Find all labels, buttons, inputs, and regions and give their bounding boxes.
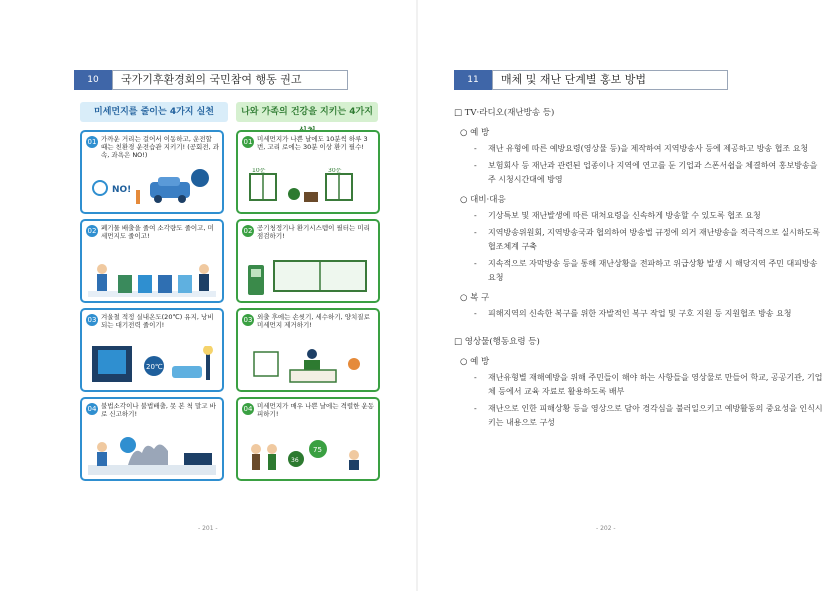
hand-washing-illustration: [244, 346, 372, 386]
time-callout-1: 10분: [252, 168, 266, 174]
dust-card-3: [80, 308, 224, 392]
count-callout-1: 75: [313, 446, 322, 454]
card-badge: 01: [87, 138, 97, 146]
left-page-number: - 201 -: [198, 525, 218, 532]
left-page-header: [74, 70, 348, 90]
indoor-temperature-illustration: [88, 346, 216, 386]
card-badge: 04: [243, 405, 253, 413]
report-burning-illustration: [88, 435, 216, 475]
count-callout-2: 36: [291, 457, 299, 464]
list-item: - 지속적으로 자막방송 등을 통해 재난상황을 전파하고 위급상황 발생 시 해당지역 주민 대피방송 요청: [474, 259, 818, 282]
card-badge: 04: [87, 405, 97, 413]
card-badge: 01: [243, 138, 253, 146]
column-header-reduce-dust: 미세먼지를 줄이는 4가지 실천: [80, 102, 228, 122]
dust-card-4: [80, 397, 224, 481]
right-page-body: [454, 106, 824, 433]
section-title: □ TV·라디오(재난방송 등): [454, 108, 555, 118]
card-badge: 02: [243, 227, 253, 235]
exercise-avoid-illustration: [244, 435, 372, 475]
dust-card-1: [80, 130, 224, 214]
right-header-number: 11: [454, 70, 492, 90]
right-page: [418, 0, 835, 591]
subsection-title: ○ 대비·대응: [460, 195, 506, 205]
temperature-callout: 20℃: [146, 363, 163, 371]
car-walking-illustration: [88, 168, 216, 208]
list-item: - 피해지역의 신속한 복구를 위한 자발적인 복구 작업 및 구호 지원 등 지원협조 방송 요청: [474, 309, 792, 318]
list-item: - 지역방송위원회, 지역방송국과 협의하여 방송법 규정에 의거 재난방송을 적극적으로 실시하도록 협조체계 구축: [474, 228, 821, 251]
health-card-3: [236, 308, 380, 392]
subsection-title: ○ 예 방: [460, 128, 490, 138]
right-page-number: - 202 -: [596, 525, 616, 532]
dust-card-2: [80, 219, 224, 303]
card-text: 외출 후에는 손씻기, 세수하기, 양치질로 미세먼지 제거하기!: [257, 313, 370, 329]
card-badge: 03: [243, 316, 253, 324]
subsection-title: ○ 복 구: [460, 293, 490, 303]
card-text: 미세먼지가 매우 나쁜 날에는 격렬한 운동 피하기!: [257, 402, 375, 418]
card-text: 공기청정기나 환기시스템이 필터는 미리 점검하기!: [257, 224, 370, 240]
list-item: - 재난유형별 재해예방을 위해 주민들이 해야 하는 사항들을 영상물로 만들어 학교, 공공기관, 기업체 등에서 교육 자료로 활용하도록 배부: [474, 373, 823, 396]
card-text: 가까운 거리는 걸어서 이동하고, 운전할 때는 친환경 운전습관 지키기! (공회전, 과속, 과욕은 NO!): [101, 135, 220, 159]
card-text: 불법소각이나 불법배출, 못 본 척 말고 바로 신고하기!: [101, 402, 216, 418]
recycling-bins-illustration: [88, 257, 216, 297]
health-card-1: [236, 130, 380, 214]
air-purifier-illustration: [244, 257, 372, 297]
list-item: - 보험회사 등 재난과 관련된 업종이나 지역에 연고를 둔 기업과 스폰서쉽을 체결하여 홍보방송을 주 시청시간대에 방영: [474, 161, 818, 184]
subsection-title: ○ 예 방: [460, 357, 490, 367]
column-header-protect-health: 나와 가족의 건강을 지키는 4가지: [236, 102, 378, 122]
health-card-4: [236, 397, 380, 481]
card-badge: 03: [87, 316, 97, 324]
ventilation-illustration: [244, 168, 372, 208]
time-callout-2: 30분: [328, 168, 342, 174]
health-card-2: [236, 219, 380, 303]
list-item: - 재난으로 인한 피해상황 등을 영상으로 담아 경각심을 불러일으키고 예방활동의 중요성을 인식시키는 내용으로 구성: [474, 404, 823, 427]
left-header-number: 10: [74, 70, 112, 90]
no-callout: NO!: [112, 185, 132, 195]
card-text: 겨울철 적정 실내온도(20℃) 유지, 낭비되는 대기전력 줄이기!: [101, 313, 214, 329]
card-text: 폐기물 배출을 줄여 소각량도 줄이고, 미세먼지도 줄이고!: [101, 224, 214, 240]
card-badge: 02: [87, 227, 97, 235]
list-item: - 기상특보 및 재난발생에 따른 대처요령을 신속하게 방송할 수 있도록 협조 요청: [474, 211, 761, 220]
right-header-title: 매체 및 재난 단계별 홍보 방법: [492, 70, 728, 90]
left-header-title: 국가기후환경회의 국민참여 행동 권고: [112, 70, 348, 90]
section-title: □ 영상물(행동요령 등): [454, 337, 540, 347]
right-page-header: [454, 70, 728, 90]
card-text: 미세먼지가 나쁜 날에도 10분씩 하루 3번, 고리 로에는 30분 이상 환기 필수!: [257, 135, 368, 151]
list-item: - 재난 유형에 따른 예방요령(영상물 등)을 제작하여 지역방송사 등에 제공하고 방송 협조 요청: [474, 144, 809, 153]
